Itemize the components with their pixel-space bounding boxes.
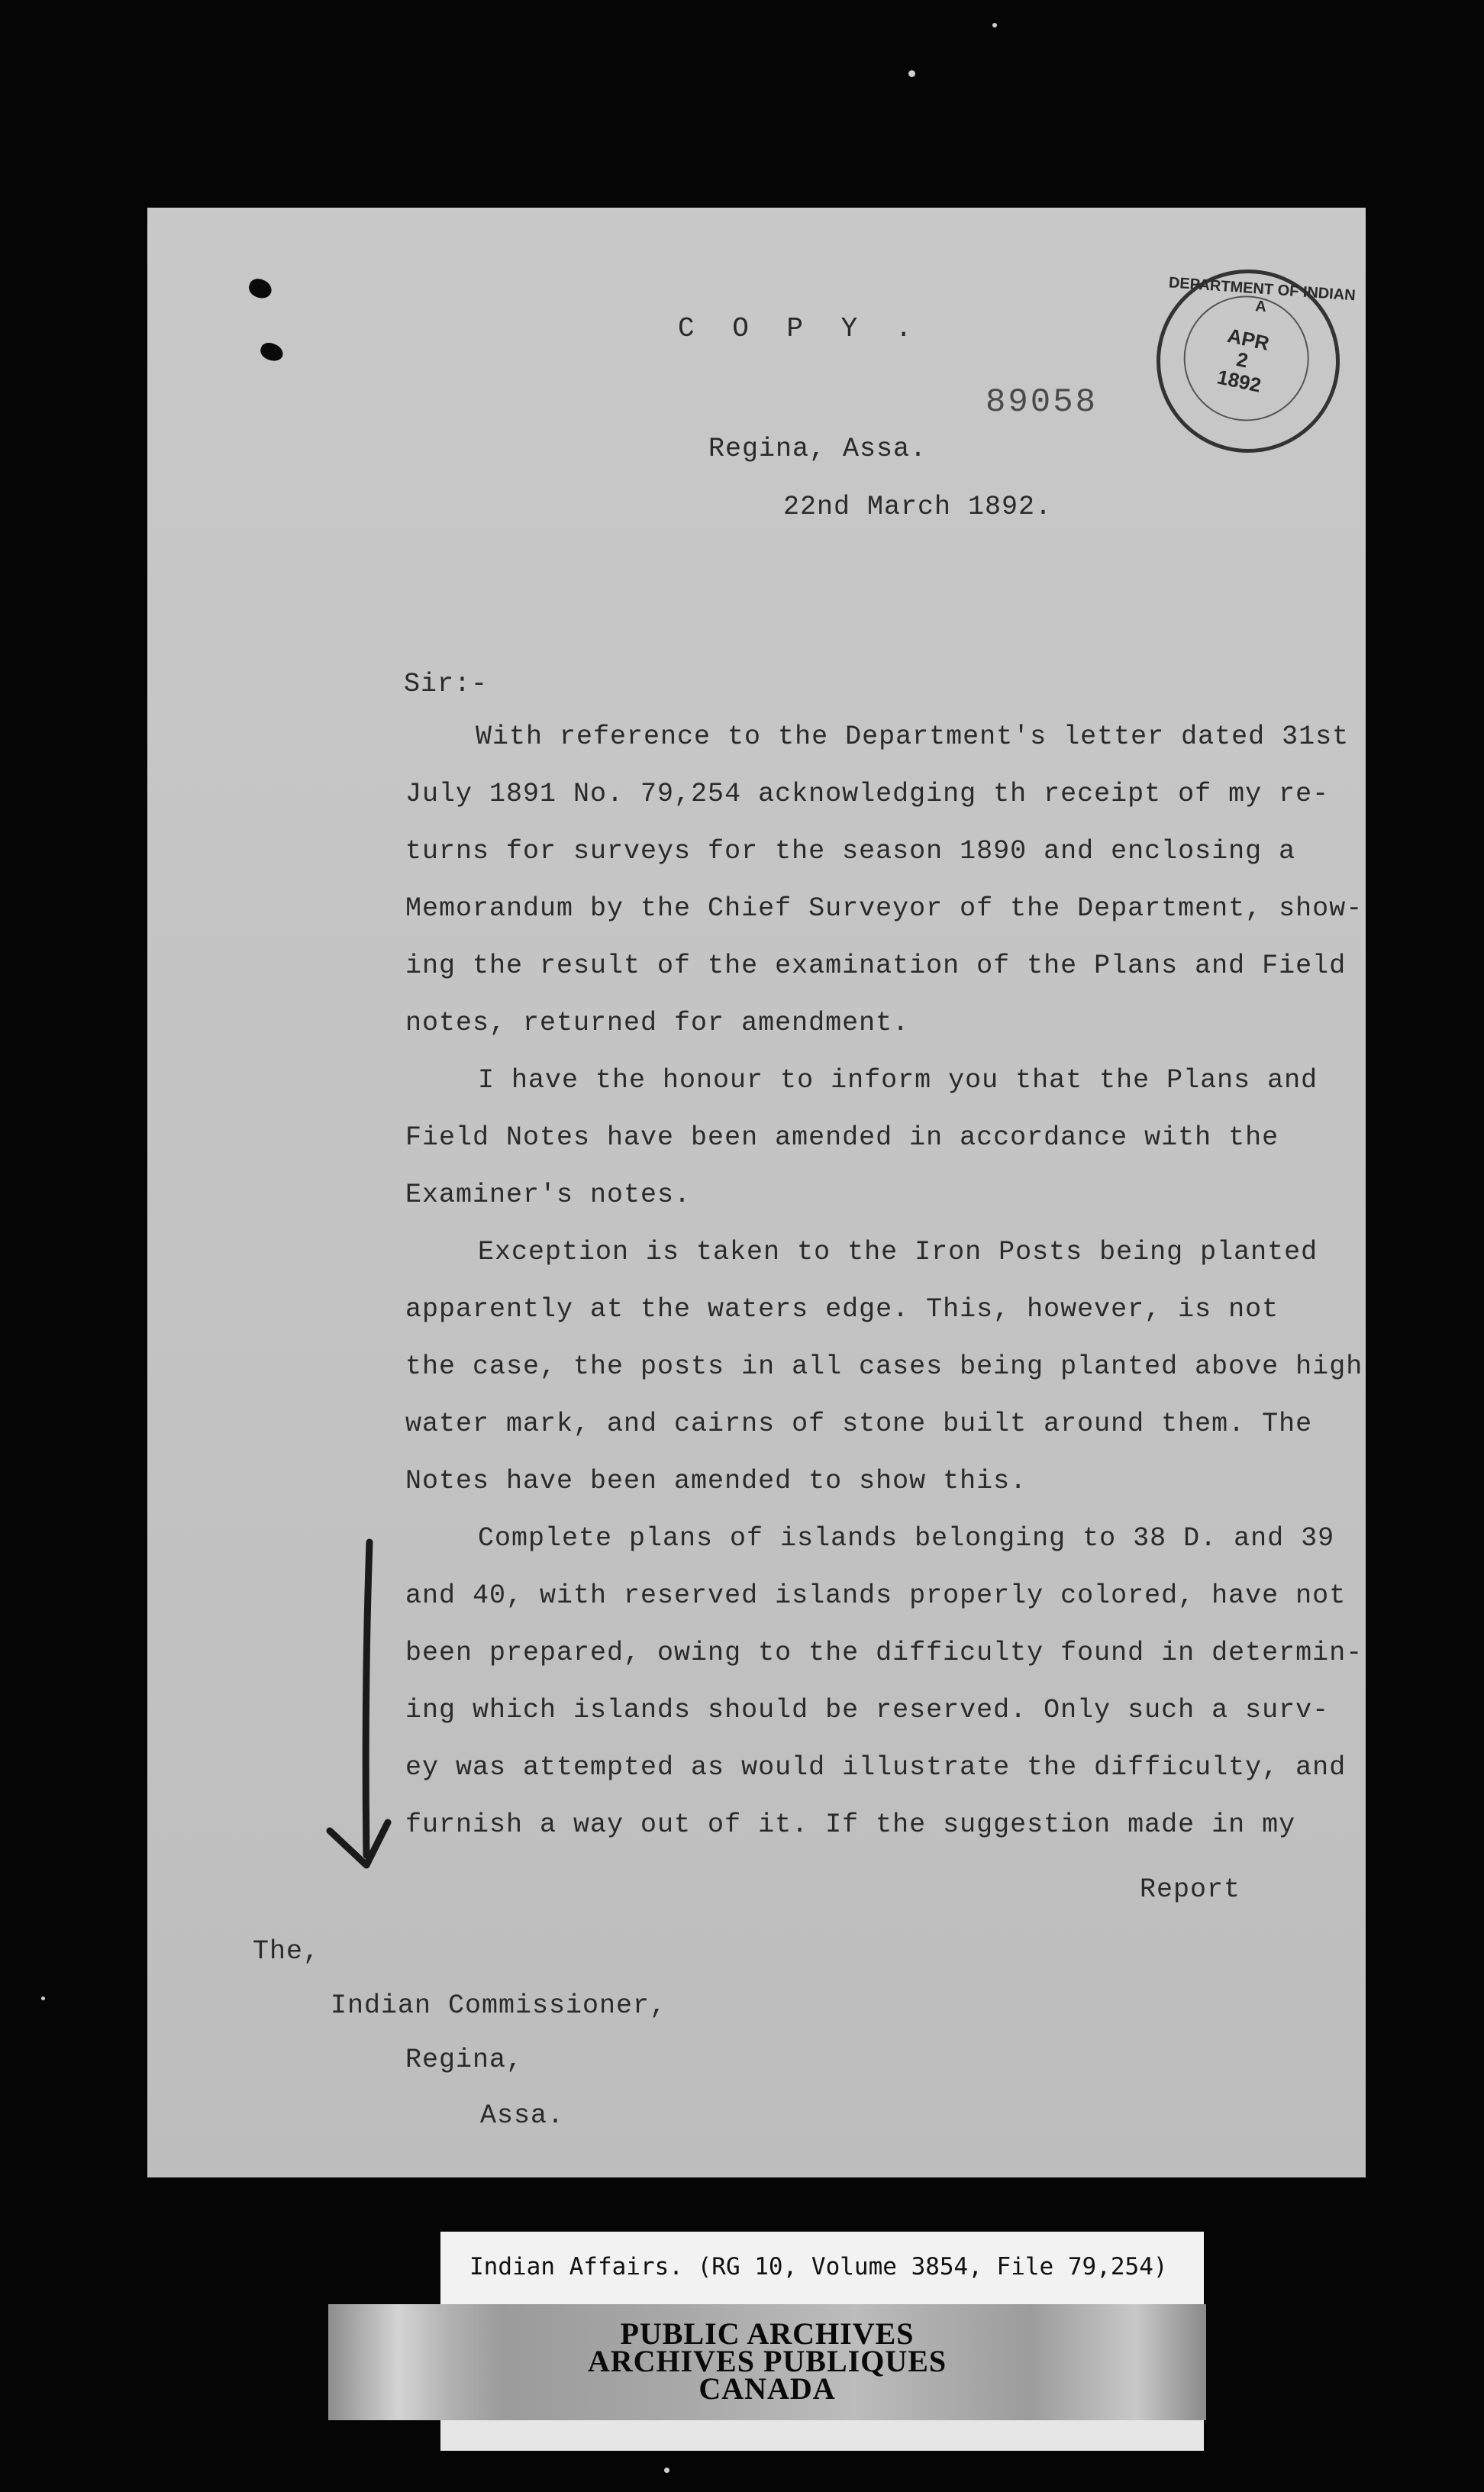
body-line: July 1891 No. 79,254 acknowledging th receipt of my re-: [405, 779, 1330, 809]
archive-strip-edge: [440, 2420, 1204, 2451]
archive-line-1: PUBLIC ARCHIVES: [620, 2316, 915, 2351]
letter-page: [147, 208, 1366, 2177]
dust-speck: [992, 23, 997, 27]
addressee-line: Regina,: [405, 2045, 524, 2075]
body-line: and 40, with reserved islands properly colored, have not: [405, 1580, 1347, 1611]
letter-location: Regina, Assa.: [708, 434, 928, 464]
stamp-month: APR: [1225, 324, 1272, 355]
copy-heading: C O P Y .: [678, 313, 923, 344]
body-line: water mark, and cairns of stone built around them. The: [405, 1409, 1313, 1439]
body-line: Complete plans of islands belonging to 38 D. and 39: [478, 1523, 1335, 1554]
body-line: furnish a way out of it. If the suggestion made in my: [405, 1809, 1296, 1840]
dust-speck: [664, 2468, 669, 2473]
archive-line-2: ARCHIVES PUBLIQUES: [587, 2344, 947, 2378]
archive-citation: Indian Affairs. (RG 10, Volume 3854, File 79,254): [469, 2253, 1168, 2281]
body-line: apparently at the waters edge. This, however, is not: [405, 1294, 1279, 1325]
body-line: Memorandum by the Chief Surveyor of the Department, show-: [405, 893, 1363, 924]
dust-speck: [908, 70, 915, 77]
punch-hole: [258, 341, 285, 363]
letter-date: 22nd March 1892.: [783, 492, 1053, 522]
body-line: I have the honour to inform you that the Plans and: [478, 1065, 1318, 1096]
body-line: turns for surveys for the season 1890 and enclosing a: [405, 836, 1296, 867]
body-line: Examiner's notes.: [405, 1180, 692, 1210]
body-line: ing the result of the examination of the Plans and Field: [405, 951, 1347, 981]
salutation: Sir:-: [404, 669, 489, 699]
body-line: the case, the posts in all cases being planted above high: [405, 1351, 1363, 1382]
archive-citation-label: [440, 2232, 1204, 2306]
stamp-day: 2: [1234, 347, 1250, 373]
body-line: With reference to the Department's letter dated 31st: [476, 721, 1350, 752]
body-line: ey was attempted as would illustrate the difficulty, and: [405, 1752, 1347, 1783]
addressee-line: Assa.: [480, 2100, 565, 2131]
punch-hole: [247, 276, 274, 301]
body-line: been prepared, owing to the difficulty found in determin-: [405, 1638, 1363, 1668]
archive-banner: [328, 2304, 1206, 2420]
archive-line-3: CANADA: [698, 2371, 836, 2406]
body-line: Exception is taken to the Iron Posts being planted: [478, 1237, 1318, 1267]
stamp-year: 1892: [1215, 365, 1263, 397]
body-line: ing which islands should be reserved. Only such a surv-: [405, 1695, 1330, 1725]
file-number: 89058: [986, 383, 1098, 421]
dust-speck: [41, 1997, 45, 2000]
addressee-line: Indian Commissioner,: [331, 1990, 667, 2021]
body-line: Notes have been amended to show this.: [405, 1466, 1028, 1496]
margin-arrow-icon: [321, 1538, 405, 1874]
body-line: notes, returned for amendment.: [405, 1008, 910, 1038]
addressee-line: The,: [253, 1936, 321, 1967]
body-line: Field Notes have been amended in accordance with the: [405, 1122, 1279, 1153]
catchword: Report: [1140, 1874, 1241, 1905]
stamp-department-text: DEPARTMENT OF INDIAN A: [1168, 274, 1357, 316]
